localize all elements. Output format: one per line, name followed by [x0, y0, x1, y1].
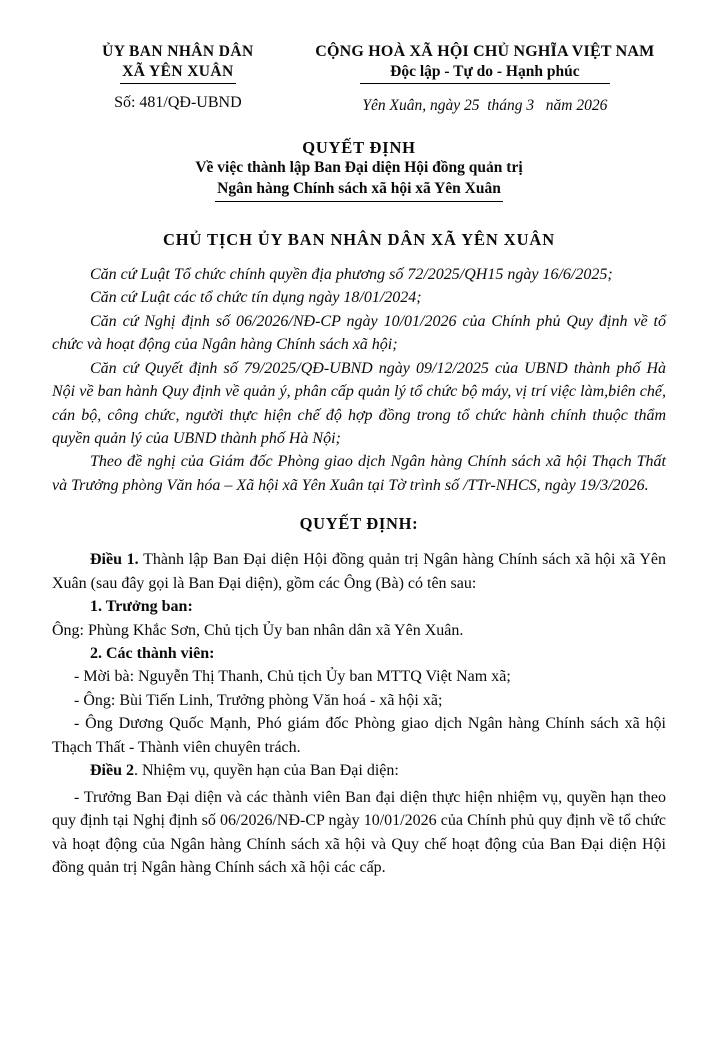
article-1-section-2-item: - Ông: Bùi Tiến Linh, Trưởng phòng Văn hoá - xã hội xã;: [74, 691, 443, 709]
decision-subject-line2: Ngân hàng Chính sách xã hội xã Yên Xuân: [215, 179, 503, 203]
place-and-date: Yên Xuân, ngày 25 tháng 3 năm 2026: [362, 96, 608, 114]
decision-keyword: QUYẾT ĐỊNH: [302, 137, 416, 157]
document-number: Số: 481/QĐ-UBND: [114, 93, 242, 111]
issuing-authority-line2: XÃ YÊN XUÂN: [120, 62, 235, 84]
preamble-clause: Căn cứ Luật Tổ chức chính quyền địa phương số 72/2025/QH15 ngày 16/6/2025;: [90, 265, 613, 283]
decision-subject-line1: Về việc thành lập Ban Đại diện Hội đồng quản trị: [195, 159, 523, 177]
decides-heading: QUYẾT ĐỊNH:: [299, 514, 419, 534]
document-header: [52, 34, 666, 116]
preamble-clause: Theo đề nghị của Giám đốc Phòng giao dịch Ngân hàng Chính sách xã hội Thạch Thất và Trưởng phòng Văn hóa – Xã hội xã Yên Xuân tại Tờ trình số /TTr-NHCS, ngày 19/3/2026.: [52, 453, 666, 494]
article-1-text: Thành lập Ban Đại diện Hội đồng quản trị Ngân hàng Chính sách xã hội xã Yên Xuân (sau đây gọi là Ban Đại diện), gồm các Ông (Bà) có tên sau:: [52, 551, 667, 592]
article-1-section-2-item: - Ông Dương Quốc Mạnh, Phó giám đốc Phòng giao dịch Ngân hàng Chính sách xã hội Thạch Thất - Thành viên chuyên trách.: [52, 715, 666, 756]
article-1-section-1-heading: 1. Trưởng ban:: [90, 598, 193, 616]
article-2-body: - Trưởng Ban Đại diện và các thành viên Ban đại diện thực hiện nhiệm vụ, quyền hạn theo quy định tại Nghị định số 06/2026/NĐ-CP ngày 10/01/2026 của Chính phủ quy định về tổ chức và hoạt động của Ngân hàng Chính sách xã hội và Quy chế hoạt động của Ban Đại diện Hội đồng quản trị Ngân hàng Chính sách xã hội các cấp.: [52, 788, 666, 876]
preamble-clause: Căn cứ Quyết định số 79/2025/QĐ-UBND ngày 09/12/2025 của UBND thành phố Hà Nội về ban hành Quy định về quản ý, phân cấp quản lý tổ chức bộ máy, vị trí việc làm,biên chế, cán bộ, công chức, người thực hiện chế độ hợp đồng trong tổ chức hành chính thuộc thẩm quyền quản lý của UBND thành phố Hà Nội;: [52, 359, 666, 447]
article-1-section-1-item: Ông: Phùng Khắc Sơn, Chủ tịch Ủy ban nhân dân xã Yên Xuân.: [52, 621, 464, 639]
article-2-label: Điều 2: [90, 762, 134, 780]
article-1-section-2-heading: 2. Các thành viên:: [90, 645, 215, 663]
article-1-section-2-item: - Mời bà: Nguyễn Thị Thanh, Chủ tịch Ủy ban MTTQ Việt Nam xã;: [74, 668, 511, 686]
document-body: [52, 263, 666, 880]
article-2-lead: [52, 759, 666, 782]
issuing-officer-title: CHỦ TỊCH ỦY BAN NHÂN DÂN XÃ YÊN XUÂN: [162, 230, 556, 250]
article-1-label: Điều 1.: [90, 551, 139, 569]
article-1-lead: [52, 548, 666, 595]
national-heading-block: [304, 34, 666, 116]
decision-title-block: [52, 137, 666, 203]
article-2-text: . Nhiệm vụ, quyền hạn của Ban Đại diện:: [134, 762, 399, 780]
preamble-clause: Căn cứ Nghị định số 06/2026/NĐ-CP ngày 10/01/2026 của Chính phủ Quy định về tổ chức và hoạt động của Ngân hàng Chính sách xã hội;: [52, 312, 666, 354]
national-motto: Độc lập - Tự do - Hạnh phúc: [360, 62, 609, 84]
issuing-authority-line1: ỦY BAN NHÂN DÂN: [102, 43, 254, 60]
preamble-clause: Căn cứ Luật các tổ chức tín dụng ngày 18/01/2024;: [90, 289, 422, 307]
issuing-authority-block: [52, 34, 304, 113]
national-title: CỘNG HOÀ XÃ HỘI CHỦ NGHĨA VIỆT NAM: [315, 43, 655, 60]
